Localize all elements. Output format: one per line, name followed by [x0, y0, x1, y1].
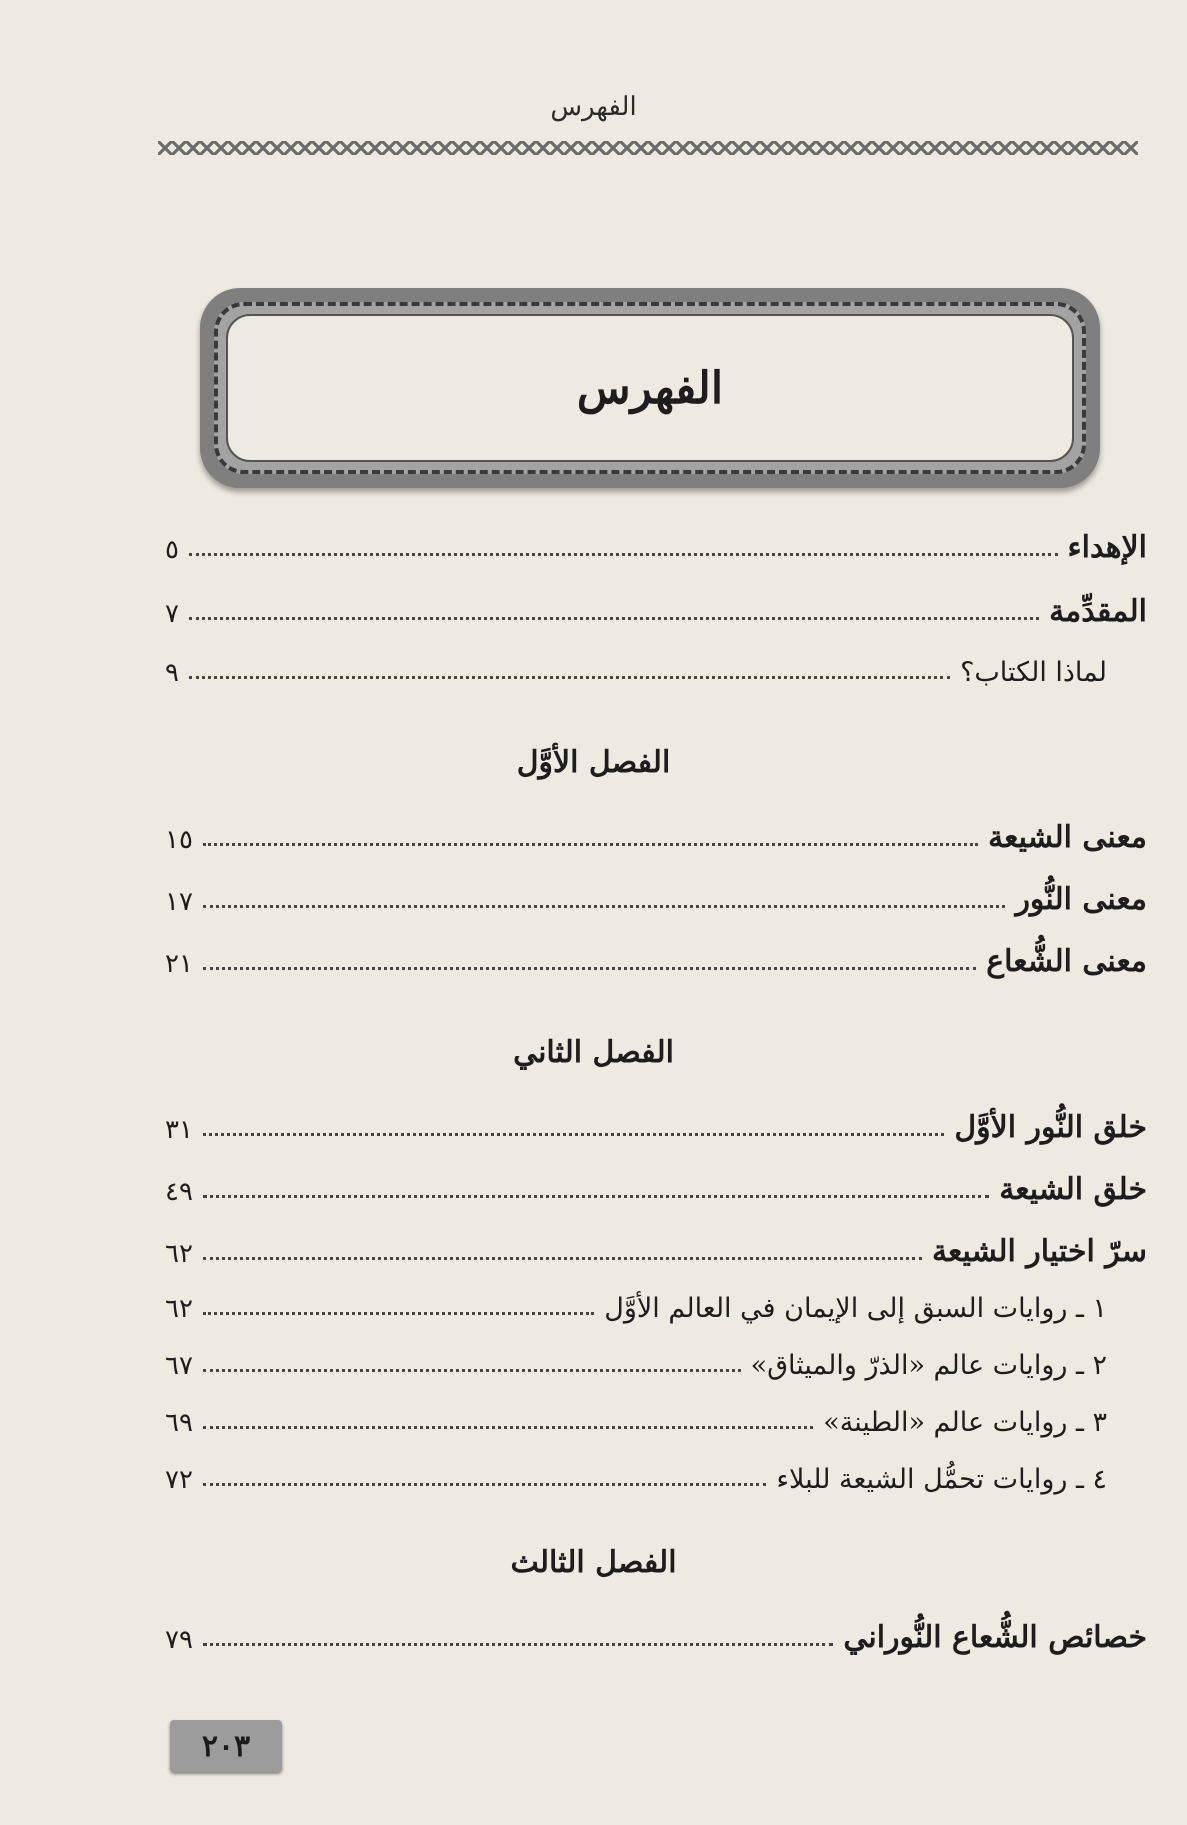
- running-header: الفهرس: [550, 92, 637, 122]
- dot-leader: [189, 553, 1058, 556]
- toc-entry-label: خلق الشيعة: [999, 1172, 1147, 1207]
- toc-page-number: ١٥: [165, 825, 193, 855]
- toc-entry-label: خصائص الشُّعاع النُّوراني: [843, 1620, 1147, 1655]
- dot-leader: [203, 967, 976, 970]
- toc-subentry[interactable]: [165, 1350, 1107, 1381]
- ornament-border: [214, 302, 1086, 474]
- toc-page-number: ٣١: [165, 1115, 193, 1145]
- toc-entry[interactable]: [165, 1620, 1147, 1655]
- toc-subentry[interactable]: [165, 1407, 1107, 1438]
- chapter-heading-3: الفصل الثالث: [510, 1545, 677, 1580]
- toc-entry-introduction[interactable]: [165, 594, 1147, 629]
- toc-entry-dedication[interactable]: [165, 530, 1147, 565]
- toc-page-number: ٦٧: [165, 1351, 193, 1381]
- title-ornament-frame: [200, 288, 1100, 488]
- dot-leader: [203, 1643, 833, 1646]
- toc-entry-why-the-book[interactable]: [165, 657, 1107, 688]
- toc-page-number: ٢١: [165, 949, 193, 979]
- toc-page-number: ٧٩: [165, 1625, 193, 1655]
- toc-entry-label: معنى الشُّعاع: [986, 944, 1147, 979]
- toc-entry-label: الإهداء: [1067, 530, 1147, 565]
- toc-page-number: ٧: [165, 599, 179, 629]
- dot-leader: [203, 1312, 594, 1315]
- toc-entry[interactable]: [165, 1172, 1147, 1207]
- toc-page-number: ٩: [165, 658, 179, 688]
- dot-leader: [203, 905, 1006, 908]
- toc-subentry[interactable]: [165, 1293, 1107, 1324]
- dot-leader: [203, 1369, 741, 1372]
- dot-leader: [203, 843, 978, 846]
- toc-entry-label: معنى الشيعة: [988, 820, 1147, 855]
- toc-entry[interactable]: [165, 820, 1147, 855]
- toc-entry-label: خلق النُّور الأوَّل: [954, 1110, 1147, 1145]
- toc-page-number: ٤٩: [165, 1177, 193, 1207]
- dot-leader: [189, 676, 950, 679]
- dot-leader: [203, 1195, 989, 1198]
- toc-entry-label: معنى النُّور: [1015, 882, 1147, 917]
- toc-entry[interactable]: [165, 944, 1147, 979]
- dot-leader: [203, 1426, 813, 1429]
- toc-entry-label: سرّ اختيار الشيعة: [931, 1234, 1147, 1269]
- decorative-diamond-rule: [158, 141, 1138, 155]
- toc-page-number: ٥: [165, 535, 179, 565]
- toc-page-number: ١٧: [165, 887, 193, 917]
- dot-leader: [203, 1483, 766, 1486]
- toc-entry-label: ٤ ـ روايات تحمُّل الشيعة للبلاء: [776, 1464, 1107, 1495]
- toc-entry[interactable]: [165, 882, 1147, 917]
- toc-entry-label: ١ ـ روايات السبق إلى الإيمان في العالم الأوَّل: [604, 1293, 1107, 1324]
- title-panel: [226, 314, 1074, 462]
- toc-page-number: ٦٢: [165, 1239, 193, 1269]
- toc-page-number: ٧٢: [165, 1465, 193, 1495]
- dot-leader: [203, 1133, 944, 1136]
- dot-leader: [203, 1257, 922, 1260]
- chapter-heading-2: الفصل الثاني: [513, 1035, 674, 1070]
- page-title: الفهرس: [576, 362, 724, 414]
- toc-page-number: ٦٩: [165, 1408, 193, 1438]
- toc-entry[interactable]: [165, 1234, 1147, 1269]
- toc-entry-label: ٣ ـ روايات عالم «الطينة»: [823, 1407, 1107, 1438]
- toc-subentry[interactable]: [165, 1464, 1107, 1495]
- toc-entry[interactable]: [165, 1110, 1147, 1145]
- chapter-heading-1: الفصل الأوَّل: [516, 745, 671, 780]
- dot-leader: [189, 617, 1039, 620]
- toc-entry-label: لماذا الكتاب؟: [960, 657, 1107, 688]
- toc-entry-label: ٢ ـ روايات عالم «الذرّ والميثاق»: [750, 1350, 1107, 1381]
- toc-entry-label: المقدِّمة: [1049, 594, 1147, 629]
- page-number-box: ٢٠٣: [170, 1720, 282, 1772]
- toc-page-number: ٦٢: [165, 1294, 193, 1324]
